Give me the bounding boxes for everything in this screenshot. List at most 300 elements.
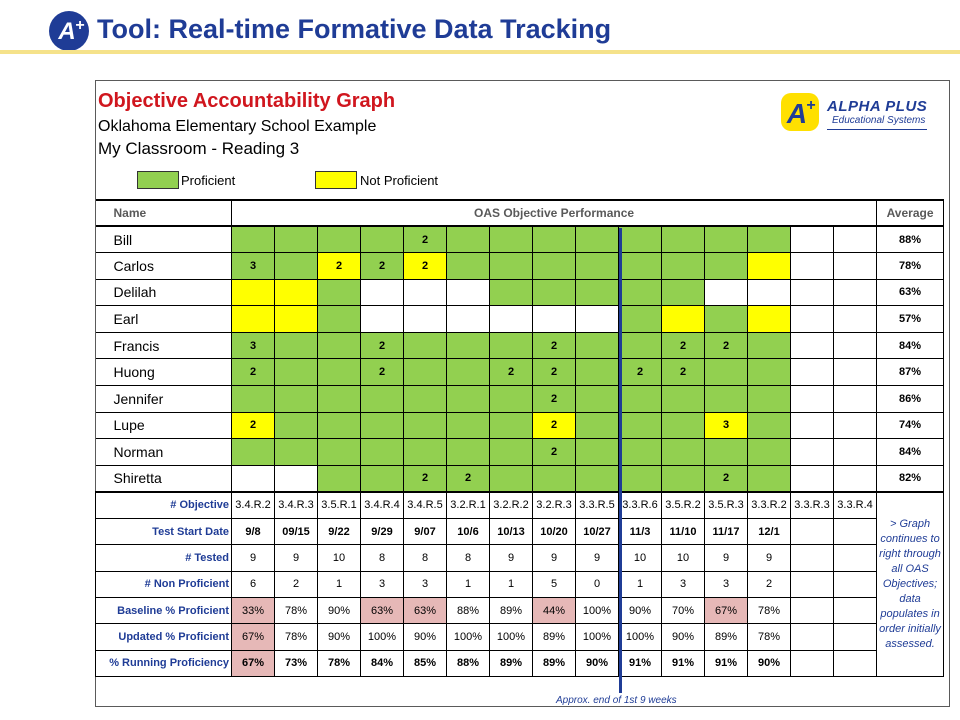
student-name: Bill [96,226,232,253]
performance-cell [576,332,619,359]
performance-cell [619,253,662,280]
metric-value: 3.2.R.2 [490,492,533,518]
performance-cell [662,386,705,413]
metric-label: # Objective [96,492,232,518]
performance-cell: 2 [361,359,404,386]
metric-value: 3 [705,571,748,597]
graph-title: Objective Accountability Graph [98,90,396,112]
performance-cell [705,439,748,466]
metric-value: 90% [748,650,791,676]
metric-value: 89% [705,624,748,650]
metric-value: 3.3.R.5 [576,492,619,518]
performance-cell [576,412,619,439]
metric-value: 8 [447,545,490,571]
performance-cell [533,306,576,333]
header-performance: OAS Objective Performance [232,200,877,226]
student-average: 63% [877,279,944,306]
metric-value: 10/20 [533,518,576,544]
metric-value [791,545,834,571]
legend-not-proficient-swatch [315,171,357,189]
student-name: Jennifer [96,386,232,413]
performance-cell: 2 [619,359,662,386]
performance-cell [576,306,619,333]
performance-cell [748,359,791,386]
performance-cell [834,465,877,492]
metric-value: 8 [404,545,447,571]
student-name: Carlos [96,253,232,280]
performance-cell [662,306,705,333]
metric-value: 1 [619,571,662,597]
performance-cell [748,412,791,439]
metric-value: 100% [619,624,662,650]
performance-cell [576,465,619,492]
performance-cell [361,465,404,492]
brand-subtitle: Educational Systems [832,115,926,126]
performance-cell: 3 [705,412,748,439]
nine-week-marker-line [619,228,622,693]
performance-cell: 2 [232,359,275,386]
performance-cell [404,359,447,386]
metric-value: 0 [576,571,619,597]
performance-cell: 3 [232,332,275,359]
performance-cell: 2 [533,359,576,386]
graph-subtitle-classroom: My Classroom - Reading 3 [98,139,300,158]
metric-value: 11/17 [705,518,748,544]
a-plus-logo-icon [48,10,90,52]
metric-value: 100% [361,624,404,650]
metric-value: 73% [275,650,318,676]
performance-cell [447,279,490,306]
metric-value [834,624,877,650]
performance-cell [490,465,533,492]
metric-value: 9/22 [318,518,361,544]
performance-cell [619,439,662,466]
metric-value: 1 [318,571,361,597]
metric-value [834,545,877,571]
performance-cell [490,412,533,439]
performance-cell [447,226,490,253]
performance-cell [791,253,834,280]
performance-cell [662,253,705,280]
performance-cell [662,279,705,306]
metric-value: 91% [662,650,705,676]
performance-cell [791,279,834,306]
performance-cell [404,279,447,306]
metric-value [834,598,877,624]
performance-cell [705,359,748,386]
performance-cell [662,226,705,253]
performance-cell [834,226,877,253]
legend-proficient-label: Proficient [181,173,236,188]
performance-cell [275,386,318,413]
performance-cell [619,412,662,439]
metric-value: 12/1 [748,518,791,544]
performance-cell [275,412,318,439]
metric-value: 10 [318,545,361,571]
metric-value: 10/6 [447,518,490,544]
performance-cell [748,279,791,306]
objective-table [95,199,944,677]
metric-value [791,598,834,624]
metric-value: 09/15 [275,518,318,544]
performance-cell [318,386,361,413]
performance-cell: 3 [232,253,275,280]
performance-cell: 2 [361,332,404,359]
performance-cell [576,253,619,280]
metric-value: 3 [404,571,447,597]
metric-value: 78% [318,650,361,676]
performance-cell: 2 [361,253,404,280]
metric-value: 89% [490,598,533,624]
student-row [96,332,944,359]
performance-cell [318,465,361,492]
performance-cell [275,465,318,492]
legend-not-proficient-label: Not Proficient [360,173,439,188]
performance-cell [361,226,404,253]
performance-cell: 2 [533,439,576,466]
performance-cell [662,439,705,466]
metric-value: 100% [576,598,619,624]
metric-value: 89% [490,650,533,676]
performance-cell [490,253,533,280]
performance-cell [275,359,318,386]
metric-value: 100% [576,624,619,650]
student-row [96,253,944,280]
metric-value: 3.5.R.1 [318,492,361,518]
metric-value: 78% [275,598,318,624]
performance-cell: 2 [447,465,490,492]
performance-cell [318,439,361,466]
student-name: Lupe [96,412,232,439]
performance-cell [705,226,748,253]
performance-cell [318,279,361,306]
metric-label: # Non Proficient [96,571,232,597]
graph-continues-note: > Graph continues to right through all OAS Objectives; data populates in order initially assessed. [877,492,944,677]
performance-cell: 2 [490,359,533,386]
metric-value: 9 [533,545,576,571]
performance-cell [404,332,447,359]
metric-value: 70% [662,598,705,624]
performance-cell [576,386,619,413]
student-row [96,412,944,439]
metric-value: 2 [748,571,791,597]
performance-cell [275,306,318,333]
performance-cell [619,332,662,359]
brand-underline [827,129,927,130]
nine-week-marker-label: Approx. end of 1st 9 weeks [556,695,677,706]
metric-value: 90% [576,650,619,676]
metric-value [791,571,834,597]
metric-row [96,518,944,544]
performance-cell [404,306,447,333]
metric-value: 84% [361,650,404,676]
metric-value: 78% [748,624,791,650]
student-name: Norman [96,439,232,466]
performance-cell [791,465,834,492]
student-average: 84% [877,332,944,359]
performance-cell [447,306,490,333]
metric-value: 9 [275,545,318,571]
performance-cell [834,359,877,386]
metric-value: 10 [619,545,662,571]
metric-value: 3.2.R.3 [533,492,576,518]
student-average: 82% [877,465,944,492]
metric-value: 90% [404,624,447,650]
performance-cell [834,439,877,466]
header-average: Average [877,200,944,226]
performance-cell [748,306,791,333]
performance-cell [447,386,490,413]
metric-value: 1 [490,571,533,597]
performance-cell [447,359,490,386]
header-name: Name [96,200,232,226]
performance-cell [232,386,275,413]
performance-cell: 2 [404,253,447,280]
performance-cell [619,226,662,253]
metric-value: 6 [232,571,275,597]
metric-row [96,650,944,676]
performance-cell [447,439,490,466]
metric-value: 3.4.R.5 [404,492,447,518]
performance-cell [705,386,748,413]
slide-header [0,0,960,52]
performance-cell [834,306,877,333]
metric-value: 3 [361,571,404,597]
metric-value: 100% [447,624,490,650]
metric-value: 3 [662,571,705,597]
performance-cell [533,465,576,492]
performance-cell [791,386,834,413]
performance-cell [834,332,877,359]
metric-value: 44% [533,598,576,624]
metric-value: 63% [361,598,404,624]
performance-cell [834,253,877,280]
performance-cell [576,226,619,253]
performance-cell [232,439,275,466]
metric-value: 3.4.R.2 [232,492,275,518]
performance-cell [361,306,404,333]
student-name: Earl [96,306,232,333]
performance-cell [576,279,619,306]
performance-cell [791,306,834,333]
metric-value: 100% [490,624,533,650]
performance-cell [490,332,533,359]
performance-cell: 2 [705,332,748,359]
performance-cell [404,439,447,466]
student-row [96,439,944,466]
performance-cell [361,279,404,306]
student-row [96,359,944,386]
student-row [96,279,944,306]
performance-cell [275,279,318,306]
performance-cell [361,386,404,413]
performance-cell [447,253,490,280]
metric-value: 9 [705,545,748,571]
performance-cell [275,439,318,466]
metric-label: Test Start Date [96,518,232,544]
performance-cell: 2 [533,386,576,413]
performance-cell [447,332,490,359]
metric-value: 11/10 [662,518,705,544]
metric-value: 9 [490,545,533,571]
student-name: Huong [96,359,232,386]
metric-value [834,571,877,597]
performance-cell [619,306,662,333]
performance-cell: 2 [533,332,576,359]
metric-value: 67% [232,650,275,676]
metric-value: 78% [748,598,791,624]
metric-value: 3.3.R.4 [834,492,877,518]
metric-row [96,492,944,518]
performance-cell: 2 [404,226,447,253]
metric-value: 91% [705,650,748,676]
metric-value: 9 [748,545,791,571]
student-average: 57% [877,306,944,333]
metric-value [791,624,834,650]
performance-cell [447,412,490,439]
metric-value: 91% [619,650,662,676]
performance-cell [748,439,791,466]
performance-cell: 2 [533,412,576,439]
performance-cell [490,439,533,466]
metric-label: % Running Proficiency [96,650,232,676]
performance-cell [490,306,533,333]
performance-cell [361,439,404,466]
metric-value: 90% [318,624,361,650]
performance-cell [361,412,404,439]
student-average: 78% [877,253,944,280]
metric-value: 2 [275,571,318,597]
metric-value: 88% [447,598,490,624]
brand-name: ALPHA PLUS [827,98,928,115]
performance-cell: 2 [662,332,705,359]
performance-cell [232,306,275,333]
student-average: 88% [877,226,944,253]
metric-value: 85% [404,650,447,676]
alpha-plus-brand [780,92,940,134]
performance-cell [705,253,748,280]
metric-value: 89% [533,624,576,650]
alpha-plus-logo-icon [780,92,820,132]
metric-value: 3.5.R.2 [662,492,705,518]
performance-cell [834,386,877,413]
metric-value: 3.4.R.3 [275,492,318,518]
student-average: 74% [877,412,944,439]
metric-value: 67% [705,598,748,624]
metric-value: 33% [232,598,275,624]
performance-cell [490,386,533,413]
performance-cell: 2 [705,465,748,492]
performance-cell [791,359,834,386]
performance-cell [404,412,447,439]
metric-value: 3.3.R.2 [748,492,791,518]
performance-cell [533,253,576,280]
metric-label: Baseline % Proficient [96,598,232,624]
performance-cell [791,226,834,253]
student-average: 86% [877,386,944,413]
performance-cell [619,465,662,492]
metric-value: 78% [275,624,318,650]
metric-value: 9/07 [404,518,447,544]
metric-value: 9 [576,545,619,571]
performance-cell [662,465,705,492]
svg-text:A: A [786,98,808,129]
performance-cell [275,332,318,359]
performance-cell: 2 [232,412,275,439]
metric-row [96,598,944,624]
metric-value: 10/13 [490,518,533,544]
performance-cell [490,226,533,253]
student-average: 84% [877,439,944,466]
metric-value [834,518,877,544]
svg-text:+: + [806,97,816,114]
metric-value: 10 [662,545,705,571]
performance-cell [533,279,576,306]
performance-cell: 2 [662,359,705,386]
metric-value: 3.5.R.3 [705,492,748,518]
metric-label: # Tested [96,545,232,571]
metric-value: 9 [232,545,275,571]
performance-cell [705,306,748,333]
metric-value [791,518,834,544]
performance-cell [791,439,834,466]
performance-cell [318,412,361,439]
svg-text:A: A [58,18,76,45]
performance-cell [490,279,533,306]
performance-cell [275,226,318,253]
performance-cell [232,226,275,253]
student-row [96,226,944,253]
student-row [96,386,944,413]
performance-cell [404,386,447,413]
metric-value: 11/3 [619,518,662,544]
metric-value: 3.2.R.1 [447,492,490,518]
performance-cell [834,279,877,306]
performance-cell: 2 [318,253,361,280]
metric-value: 88% [447,650,490,676]
metric-value: 3.3.R.3 [791,492,834,518]
legend-proficient-swatch [137,171,179,189]
metric-value: 89% [533,650,576,676]
student-name: Francis [96,332,232,359]
metric-value: 3.4.R.4 [361,492,404,518]
metric-label: Updated % Proficient [96,624,232,650]
table-header-row [96,200,944,226]
metric-value: 67% [232,624,275,650]
performance-cell [662,412,705,439]
metric-value: 10/27 [576,518,619,544]
student-row [96,306,944,333]
performance-cell [318,226,361,253]
performance-cell [748,332,791,359]
student-average: 87% [877,359,944,386]
metric-row [96,624,944,650]
student-row [96,465,944,492]
metric-value: 1 [447,571,490,597]
svg-text:+: + [75,17,85,34]
performance-cell [275,253,318,280]
performance-cell [318,332,361,359]
metric-value: 8 [361,545,404,571]
metric-value: 63% [404,598,447,624]
metric-value: 9/29 [361,518,404,544]
performance-cell [834,412,877,439]
performance-cell [748,226,791,253]
metric-value: 5 [533,571,576,597]
performance-cell [748,465,791,492]
performance-cell [576,439,619,466]
performance-cell [232,279,275,306]
